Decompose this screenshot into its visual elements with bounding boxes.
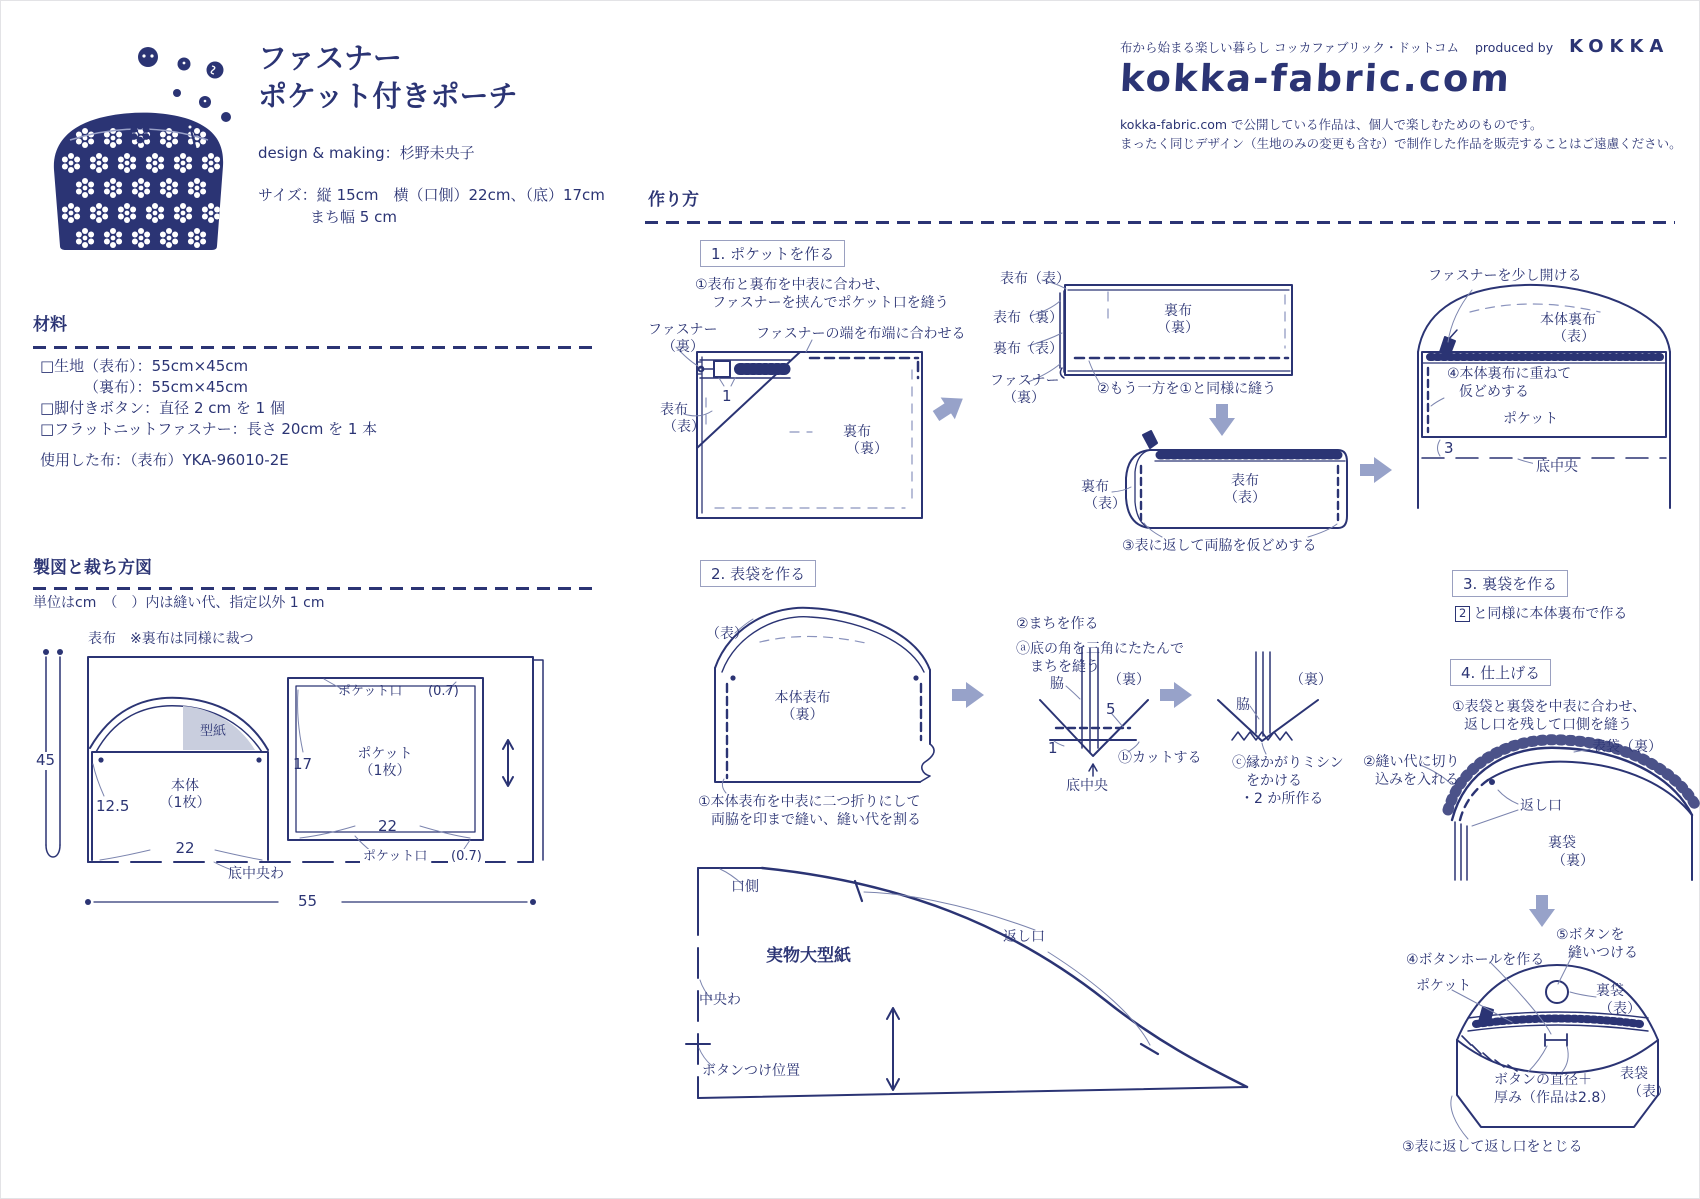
s2-five: 5 — [1106, 700, 1116, 718]
size-line2: まち幅 5 cm — [310, 208, 397, 226]
s1-lining-rs3: 裏布 — [1081, 479, 1109, 495]
s2-side1: 脇 — [1050, 676, 1064, 692]
s3-ref-num: 2 — [1455, 606, 1470, 622]
s2-diagram-overlock — [1218, 652, 1318, 754]
pocket-label: ポケット — [357, 746, 413, 762]
s1-fastener2: ファスナー — [990, 373, 1060, 389]
s2-rs-label: （表） — [706, 626, 748, 642]
s2-inst-b: ⓑカットする — [1118, 750, 1202, 766]
cutting-rule — [33, 587, 597, 590]
materials-heading: 材料 — [33, 315, 67, 335]
flow-arrow-6 — [1529, 895, 1555, 927]
s2-body-label-b: （裏） — [781, 707, 824, 723]
s1-lining-ws2-b: （裏） — [1157, 320, 1199, 336]
s4-inst5b: 縫いつける — [1568, 945, 1638, 961]
s2-ws2: （裏） — [1290, 672, 1332, 688]
s4-inst1b: 返し口を残して口側を縫う — [1464, 717, 1632, 733]
s4-outer-rs: 表袋 — [1620, 1066, 1648, 1082]
pocket-mouth-bottom-label: ポケット口 — [360, 849, 430, 864]
s3-text-row — [1455, 606, 1627, 623]
s1-lining-ws2: 裏布 — [1164, 303, 1192, 319]
step2-title: 2. 表袋を作る — [700, 560, 816, 587]
usage-notice-2: まったく同じデザイン（生地のみの変更も含む）で制作した作品を販売することはご遠慮ください。 — [1120, 136, 1682, 151]
material-item-2: （裏布）：55cm×45cm — [84, 378, 248, 396]
s2-inst-c3: ・2 か所作る — [1240, 791, 1324, 807]
s1-inst1a: ①表布と裏布を中表に合わせ、 — [695, 277, 890, 293]
s1-body-lining-b: （表） — [1553, 329, 1595, 345]
dim-pocket-width: 22 — [378, 817, 398, 835]
brand-tagline: 布から始まる楽しい暮らし コッカファブリック・ドットコム — [1120, 40, 1459, 55]
s2-ws1: （裏） — [1108, 672, 1150, 688]
s2-inst1b: 両脇を印まで縫い、縫い代を割る — [711, 812, 921, 828]
s1-inst3: ③表に返して両脇を仮どめする — [1122, 538, 1317, 554]
dim-pocket-side: 17 — [293, 755, 313, 773]
unit-note: 単位はcm （ ）内は縫い代、指定以外 1 cm — [33, 595, 325, 611]
body-count-label: （1枚） — [159, 795, 211, 811]
howto-rule — [645, 221, 1675, 224]
s4-button-note2: 厚み（作品は2.8） — [1494, 1090, 1615, 1106]
material-item-1: □生地（表布）：55cm×45cm — [40, 357, 249, 375]
brand-tagline-row — [1120, 36, 1669, 57]
flow-arrow-3 — [1360, 457, 1392, 483]
s1-fastener-label-b: （裏） — [662, 339, 704, 355]
s2-inst2: ②まちを作る — [1016, 616, 1099, 632]
s2-inst1a: ①本体表布を中表に二つ折りにして — [698, 794, 921, 810]
s2-inst-a1: ⓐ底の角を三角にたたんで — [1016, 641, 1184, 657]
s1-lining-rs2: 裏布（表） — [993, 341, 1063, 357]
pocket-mouth-bottom-sa: (0.7) — [448, 849, 485, 864]
s2-body-label: 本体表布 — [774, 690, 831, 706]
cutting-heading: 製図と裁ち方図 — [33, 558, 152, 578]
dim-55: 55 — [295, 893, 320, 911]
s1-inst1b: ファスナーを挟んでポケット口を縫う — [712, 295, 949, 311]
step1-title: 1. ポケットを作る — [700, 240, 845, 267]
s1-body-lining: 本体裏布 — [1540, 312, 1596, 328]
flow-arrow-4 — [952, 682, 984, 708]
pattern-opening-label: 返し口 — [1003, 929, 1045, 945]
s2-inst-c1: ⓒ縁かがりミシン — [1232, 755, 1344, 771]
page-title-line2: ポケット付きポーチ — [258, 79, 518, 113]
s4-inst3: ③表に返して返し口をとじる — [1402, 1139, 1583, 1155]
material-item-3: □脚付きボタン：直径 2 cm を 1 個 — [40, 399, 285, 417]
bottom-fold-label: 底中央わ — [228, 866, 284, 882]
s2-inst-a2: まちを縫う — [1030, 659, 1100, 675]
materials-rule — [33, 346, 597, 349]
s4-button-note1: ボタンの直径＋ — [1494, 1072, 1592, 1088]
pattern-center-fold-label: 中央わ — [699, 992, 741, 1008]
s1-lining-rs3-b: （表） — [1084, 496, 1126, 512]
s3-text: と同様に本体裏布で作る — [1473, 606, 1628, 622]
howto-heading: 作り方 — [648, 190, 699, 210]
s1-one: 1 — [722, 387, 732, 405]
pattern-button-pos-label: ボタンつけ位置 — [702, 1063, 800, 1079]
material-item-4: □フラットニットファスナー：長さ 20cm を 1 本 — [40, 420, 378, 438]
site-logo: kokka-fabric.com — [1118, 57, 1513, 100]
pattern-mouth-label: 口側 — [731, 879, 759, 895]
s1-edge-note: ファスナーの端を布端に合わせる — [756, 326, 966, 342]
s1-inst4b: 仮どめする — [1459, 384, 1529, 400]
s1-lining-ws1: 裏布 — [843, 424, 871, 440]
s4-inst2a: ②縫い代に切り — [1363, 754, 1460, 770]
pocket-count-label: （1枚） — [359, 763, 411, 779]
s4-outer-rs-b: （表） — [1628, 1084, 1670, 1100]
pattern-title: 実物大型紙 — [766, 946, 851, 966]
s1-bottom-center: 底中央 — [1533, 459, 1581, 476]
s4-lining-rs-b: （表） — [1599, 1001, 1641, 1017]
s4-inst5a: ⑤ボタンを — [1556, 927, 1625, 943]
step3-title: 3. 裏袋を作る — [1452, 570, 1568, 597]
product-photo — [54, 47, 231, 250]
body-label: 本体 — [171, 778, 199, 794]
flow-arrow-2 — [1209, 404, 1235, 436]
dim-body-side: 12.5 — [96, 797, 130, 815]
s2-inst-c2: をかける — [1246, 773, 1302, 789]
s1-fastener2-b: （裏） — [1003, 390, 1045, 406]
page-title-line1: ファスナー — [258, 41, 402, 75]
dim-45: 45 — [33, 752, 58, 770]
s4-inst2b: 込みを入れる — [1375, 772, 1459, 788]
s2-side2: 脇 — [1236, 697, 1250, 713]
s1-fastener-label: ファスナー — [648, 322, 718, 338]
used-fabric-note: 使用した布：（表布）YKA-96010-2E — [40, 451, 289, 469]
s1-inst2: ②もう一方を①と同様に縫う — [1097, 381, 1277, 397]
size-line1: サイズ：縦 15cm 横（口側）22cm、（底）17cm — [258, 186, 605, 204]
flow-arrow-5 — [1160, 682, 1192, 708]
fabric-note: 表布 ※裏布は同様に裁つ — [88, 631, 254, 647]
cutting-diagram — [43, 649, 543, 905]
pattern-piece-label: 型紙 — [200, 724, 227, 739]
s4-lining-ws-b: （裏） — [1552, 853, 1594, 869]
flow-arrow-1 — [929, 388, 970, 427]
step4-title: 4. 仕上げる — [1450, 659, 1551, 686]
s4-inst1a: ①表袋と裏袋を中表に合わせ、 — [1452, 699, 1647, 715]
kokka-wordmark: KOKKA — [1569, 36, 1670, 57]
s1-pocket-label: ポケット — [1503, 411, 1559, 427]
s1-front-rs1: 表布 — [660, 402, 688, 418]
s1-front-rs2: 表布（表） — [1000, 271, 1070, 287]
s1-front-ws2: 表布（裏） — [993, 310, 1063, 326]
s1-three: 3 — [1444, 439, 1454, 457]
s1-open-note: ファスナーを少し開ける — [1428, 268, 1582, 284]
s4-inst4: ④ボタンホールを作る — [1406, 952, 1545, 968]
s1-front-rs1-b: （表） — [663, 419, 705, 435]
s4-outer-ws: 表袋（裏） — [1592, 739, 1662, 755]
s4-lining-ws: 裏袋 — [1548, 835, 1576, 851]
s1-diagram-layering — [676, 340, 922, 518]
s4-diagram-finish — [1451, 952, 1658, 1139]
s2-bottom-center: 底中央 — [1066, 778, 1108, 794]
s1-lining-ws1-b: （裏） — [846, 441, 888, 457]
s1-inst4a: ④本体裏布に重ねて — [1447, 366, 1572, 382]
s1-front-rs3: 表布 — [1231, 473, 1259, 489]
s4-pocket-label: ポケット — [1416, 978, 1472, 994]
dim-body-width: 22 — [175, 839, 195, 857]
usage-notice-1: kokka-fabric.com で公開している作品は、個人で楽しむためのものです。 — [1120, 117, 1543, 132]
s2-one: 1 — [1048, 739, 1058, 757]
pocket-mouth-top-label: ポケット口 — [338, 684, 403, 699]
s4-lining-rs: 裏袋 — [1596, 983, 1624, 999]
s1-front-rs3-b: （表） — [1224, 490, 1266, 506]
s4-opening: 返し口 — [1520, 798, 1562, 814]
pocket-mouth-top-sa: (0.7) — [428, 684, 459, 699]
produced-by-label: produced by — [1474, 40, 1554, 55]
designer-credit: design & making：杉野未央子 — [258, 144, 475, 162]
